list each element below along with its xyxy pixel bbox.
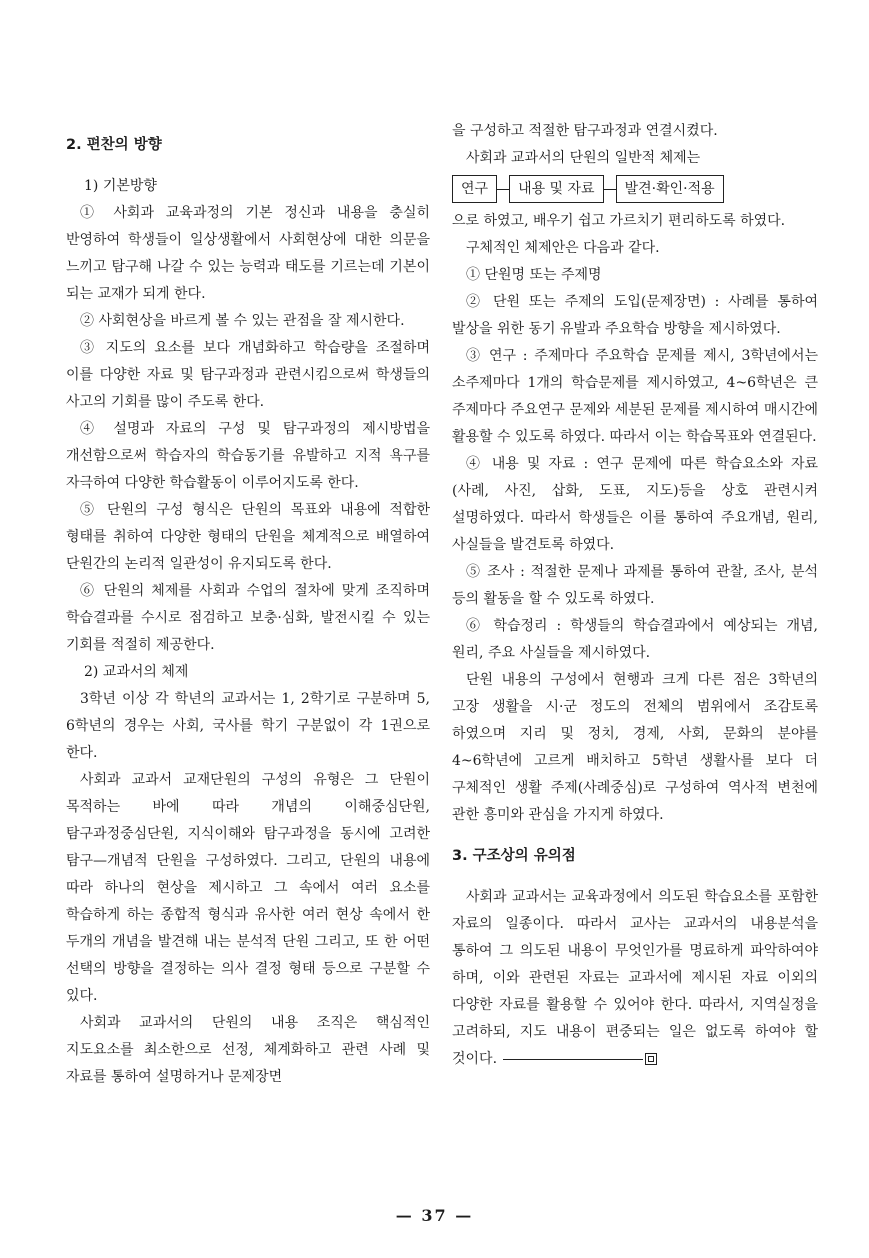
paragraph-direction-6: ⑥ 단원의 체제를 사회과 수업의 절차에 맞게 조직하며 학습결과를 수시로 점검하고 보충·심화, 발전시킬 수 있는 기회를 적절히 제공한다.: [66, 583, 430, 653]
item-research: ③ 연구 : 주제마다 주요학습 문제를 제시, 3학년에서는 소주제마다 1개의 학습문제를 제시하였고, 4~6학년은 큰 주제마다 주요연구 문제와 세분된 문제를 제시하여 매시간에 활용할 수 있도록 하였다. 따라서 이는 학습목표와 연결된다.: [452, 348, 818, 445]
item-summary: ⑥ 학습정리 : 학생들의 학습결과에서 예상되는 개념, 원리, 주요 사실들을 제시하였다.: [452, 618, 818, 661]
item-unit-name: ① 단원명 또는 주제명: [466, 267, 602, 283]
paragraph-system-intro: 사회과 교과서의 단원의 일반적 체제는: [466, 150, 701, 166]
page-number: — 37 —: [395, 1206, 474, 1225]
item-content-materials: ④ 내용 및 자료 : 연구 문제에 따른 학습요소와 자료(사례, 사진, 삽화, 도표, 지도)등을 상호 관련시켜 설명하였다. 따라서 학생들은 이를 통하여 주요개념, 원리, 사실들을 발견토록 하였다.: [452, 456, 818, 553]
end-dash-line: [503, 1059, 643, 1060]
flow-box-discovery: 발견·확인·적용: [616, 175, 724, 203]
section-heading-2: 2. 편찬의 방향: [66, 137, 162, 153]
paragraph-structural-notes: [452, 884, 818, 1073]
flow-connector: [604, 189, 616, 190]
end-mark-icon: [645, 1053, 657, 1065]
paragraph-detail-intro: 구체적인 체제안은 다음과 같다.: [466, 240, 660, 256]
paragraph-direction-1: ① 사회과 교육과정의 기본 정신과 내용을 충실히 반영하여 학생들이 일상생활에서 사회현상에 대한 의문을 느끼고 탐구해 나갈 수 있는 능력과 태도를 기르는데 기본이 되는 교재가 되게 한다.: [66, 205, 430, 302]
subheading-textbook-system: 2) 교과서의 체제: [84, 664, 189, 680]
paragraph-after-flow: 으로 하였고, 배우기 쉽고 가르치기 편리하도록 하였다.: [452, 213, 786, 229]
final-paragraph-text: 사회과 교과서는 교육과정에서 의도된 학습요소를 포함한 자료의 일종이다. 따라서 교사는 교과서의 내용분석을 통하여 그 의도된 내용이 무엇인가를 명료하게 파악하여야 하며, 이와 관련된 자료는 교과서에 제시된 자료 이외의 다양한 자료를 활용할 수 있어야 한다. 따라서, 지역실정을 고려하되, 지도 내용이 편중되는 일은 없도록 하여야 할 것이다.: [452, 889, 818, 1067]
paragraph-textbook-2: 사회과 교과서 교재단원의 구성의 유형은 그 단원이 목적하는 바에 따라 개념의 이해중심단원, 탐구과정중심단원, 지식이해와 탐구과정을 동시에 고려한 탐구—개념적 단원을 구성하였다. 그리고, 단원의 내용에 따라 하나의 현상을 제시하고 그 속에서 여러 요소를 학습하게 하는 종합적 형식과 유사한 여러 현상 속에서 한 두개의 개념을 발견해 내는 분석적 단원 그리고, 또 한 어떤 선택의 방향을 결정하는 의사 결정 형태 등으로 구분할 수 있다.: [66, 772, 430, 1004]
right-column: [452, 118, 818, 1073]
paragraph-direction-3: ③ 지도의 요소를 보다 개념화하고 학습량을 조절하며 이를 다양한 자료 및 탐구과정과 관련시킴으로써 학생들의 사고의 기회를 많이 주도록 한다.: [66, 340, 430, 410]
flow-connector: [497, 189, 509, 190]
flow-box-research: 연구: [452, 175, 497, 203]
paragraph-direction-5: ⑤ 단원의 구성 형식은 단원의 목표와 내용에 적합한 형태를 취하여 다양한 형태의 단원을 체계적으로 배열하여 단원간의 논리적 일관성이 유지되도록 한다.: [66, 502, 430, 572]
unit-structure-flow: [452, 174, 818, 204]
item-introduction: ② 단원 또는 주제의 도입(문제장면) : 사례를 통하여 발상을 위한 동기 유발과 주요학습 방향을 제시하였다.: [452, 294, 818, 337]
paragraph-unit-composition: 단원 내용의 구성에서 현행과 크게 다른 점은 3학년의 고장 생활을 시·군 정도의 전체의 범위에서 조감토록 하였으며 지리 및 정치, 경제, 사회, 문화의 분야를 4~6학년에 고르게 배치하고 5학년 생활사를 보다 더 구체적인 생활 주제(사례중심)로 구성하여 역사적 변천에 관한 흥미와 관심을 가지게 하였다.: [452, 672, 818, 823]
paragraph-textbook-3: 사회과 교과서의 단원의 내용 조직은 핵심적인 지도요소를 최소한으로 선정, 체계화하고 관련 사례 및 자료를 통하여 설명하거나 문제장면: [66, 1015, 430, 1085]
item-investigation: ⑤ 조사 : 적절한 문제나 과제를 통하여 관찰, 조사, 분석 등의 활동을 할 수 있도록 하였다.: [452, 564, 818, 607]
paragraph-continuation: 을 구성하고 적절한 탐구과정과 연결시켰다.: [452, 123, 718, 139]
subheading-basic-direction: 1) 기본방향: [84, 178, 157, 194]
left-column: [66, 118, 430, 1091]
flow-box-content-materials: 내용 및 자료: [509, 175, 604, 203]
paragraph-direction-2: ② 사회현상을 바르게 볼 수 있는 관점을 잘 제시한다.: [80, 313, 405, 329]
paragraph-direction-4: ④ 설명과 자료의 구성 및 탐구과정의 제시방법을 개선함으로써 학습자의 학습동기를 유발하고 지적 욕구를 자극하여 다양한 학습활동이 이루어지도록 한다.: [66, 421, 430, 491]
paragraph-textbook-1: 3학년 이상 각 학년의 교과서는 1, 2학기로 구분하며 5, 6학년의 경우는 사회, 국사를 학기 구분없이 각 1권으로 한다.: [66, 691, 430, 761]
section-heading-3: 3. 구조상의 유의점: [452, 848, 576, 864]
